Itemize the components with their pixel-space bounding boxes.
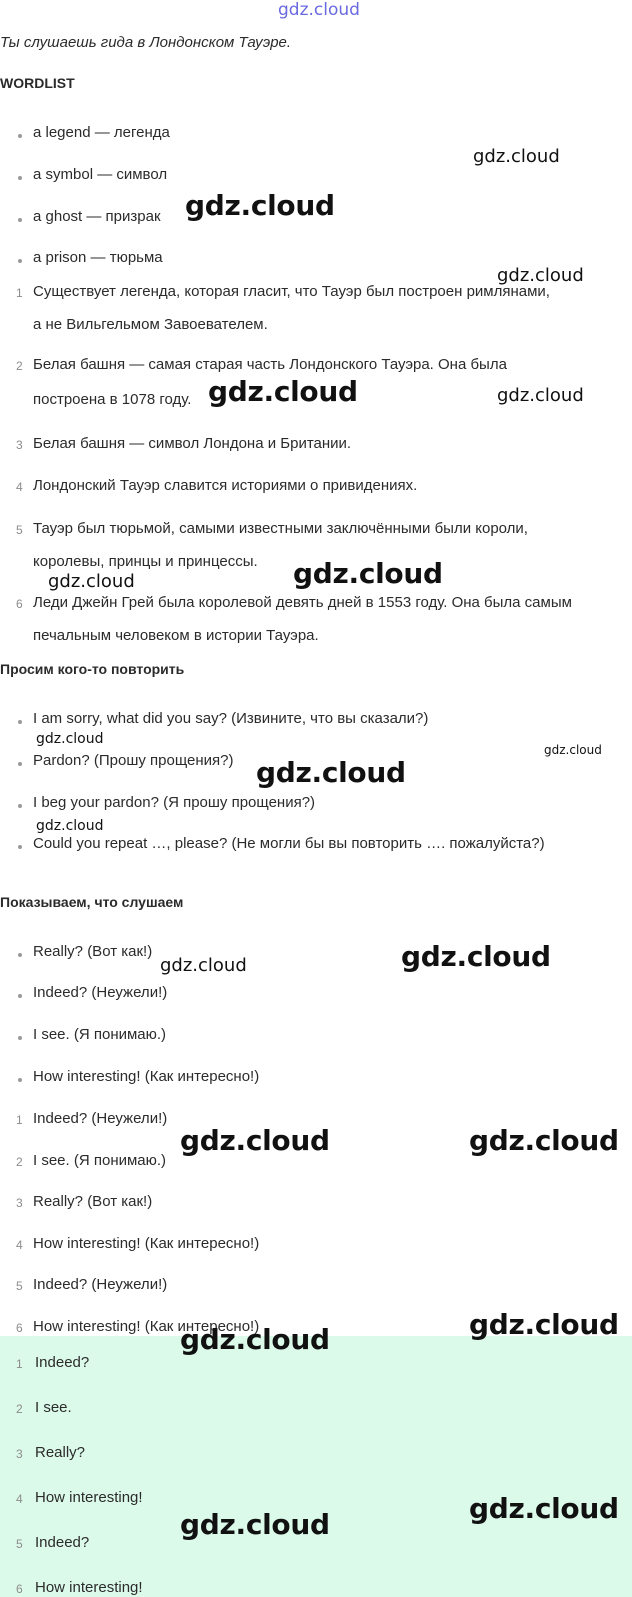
watermark: gdz.cloud (180, 1124, 330, 1157)
bullet (18, 1036, 22, 1040)
bullet (18, 804, 22, 808)
watermark: gdz.cloud (180, 1323, 330, 1356)
bullet (18, 1078, 22, 1082)
wordlist-heading: WORDLIST (0, 75, 75, 91)
phrase-item: How interesting! (Как интересно!) (33, 1068, 260, 1085)
statement-line: построена в 1078 году. (33, 391, 192, 408)
statement-line: Лондонский Тауэр славится историями о привидениях. (33, 477, 418, 494)
statement-number: 1 (16, 286, 23, 300)
answer-number: 3 (16, 1447, 23, 1461)
answer-number: 4 (16, 1492, 23, 1506)
watermark: gdz.cloud (401, 940, 551, 973)
watermark: gdz.cloud (256, 756, 406, 789)
exercise-item: Really? (Вот как!) (33, 1193, 153, 1210)
bullet (18, 176, 22, 180)
watermark: gdz.cloud (208, 375, 358, 408)
answer-item: How interesting! (35, 1489, 143, 1506)
statement-line: королевы, принцы и принцессы. (33, 553, 258, 570)
answer-item: Indeed? (35, 1534, 90, 1551)
exercise-number: 3 (16, 1196, 23, 1210)
statement-line: печальным человеком в истории Тауэра. (33, 627, 319, 644)
statement-number: 2 (16, 359, 23, 373)
statement-number: 3 (16, 438, 23, 452)
exercise-item: Indeed? (Неужели!) (33, 1110, 168, 1127)
statement-line: Тауэр был тюрьмой, самыми известными заключёнными были короли, (33, 520, 528, 537)
statement-line: а не Вильгельмом Завоевателем. (33, 316, 268, 333)
exercise-number: 4 (16, 1238, 23, 1252)
phrase-item: Really? (Вот как!) (33, 943, 153, 960)
answer-panel (0, 1336, 632, 1597)
phrase-item: Could you repeat …, please? (Не могли бы вы повторить …. пожалуйста?) (33, 835, 545, 852)
watermark: gdz.cloud (497, 385, 584, 406)
answer-item: Really? (35, 1444, 86, 1461)
bullet (18, 953, 22, 957)
watermark: gdz.cloud (497, 265, 584, 286)
watermark: gdz.cloud (293, 557, 443, 590)
intro-text: Ты слушаешь гида в Лондонском Тауэре. (0, 34, 292, 51)
phrase-item: I am sorry, what did you say? (Извините, что вы сказали?) (33, 710, 429, 727)
exercise-item: How interesting! (Как интересно!) (33, 1235, 260, 1252)
answer-item: How interesting! (35, 1579, 143, 1596)
statement-line: Леди Джейн Грей была королевой девять дней в 1553 году. Она была самым (33, 594, 572, 611)
repeat-heading: Просим кого-то повторить (0, 661, 185, 677)
bullet (18, 134, 22, 138)
phrase-item: I beg your pardon? (Я прошу прощения?) (33, 794, 316, 811)
watermark: gdz.cloud (469, 1124, 619, 1157)
exercise-number: 1 (16, 1113, 23, 1127)
watermark: gdz.cloud (36, 818, 104, 834)
answer-number: 1 (16, 1357, 23, 1371)
phrase-item: I see. (Я понимаю.) (33, 1026, 167, 1043)
statement-line: Белая башня — самая старая часть Лондонского Тауэра. Она была (33, 356, 507, 373)
bullet (18, 845, 22, 849)
answer-item: I see. (35, 1399, 72, 1416)
watermark: gdz.cloud (36, 731, 104, 747)
bullet (18, 259, 22, 263)
watermark: gdz.cloud (473, 146, 560, 167)
watermark-top: gdz.cloud (278, 0, 360, 20)
listening-heading: Показываем, что слушаем (0, 894, 184, 910)
statement-number: 5 (16, 523, 23, 537)
exercise-number: 5 (16, 1279, 23, 1293)
watermark: gdz.cloud (185, 189, 335, 222)
statement-line: Существует легенда, которая гласит, что Тауэр был построен римлянами, (33, 283, 550, 300)
statement-number: 6 (16, 597, 23, 611)
wordlist-item: a ghost — призрак (33, 208, 161, 225)
watermark: gdz.cloud (544, 743, 602, 757)
statement-line: Белая башня — символ Лондона и Британии. (33, 435, 352, 452)
bullet (18, 994, 22, 998)
answer-item: Indeed? (35, 1354, 90, 1371)
answer-number: 2 (16, 1402, 23, 1416)
watermark: gdz.cloud (180, 1508, 330, 1541)
bullet (18, 720, 22, 724)
wordlist-item: a prison — тюрьма (33, 249, 163, 266)
exercise-item: Indeed? (Неужели!) (33, 1276, 168, 1293)
bullet (18, 762, 22, 766)
bullet (18, 218, 22, 222)
phrase-item: Indeed? (Неужели!) (33, 984, 168, 1001)
exercise-number: 6 (16, 1321, 23, 1335)
exercise-item: I see. (Я понимаю.) (33, 1152, 167, 1169)
exercise-number: 2 (16, 1155, 23, 1169)
wordlist-item: a symbol — символ (33, 166, 168, 183)
statement-number: 4 (16, 480, 23, 494)
wordlist-item: a legend — легенда (33, 124, 170, 141)
watermark: gdz.cloud (48, 571, 135, 592)
phrase-item: Pardon? (Прошу прощения?) (33, 752, 234, 769)
answer-number: 6 (16, 1582, 23, 1596)
exercise-item: How interesting! (Как интересно!) (33, 1318, 260, 1335)
watermark: gdz.cloud (160, 955, 247, 976)
answer-number: 5 (16, 1537, 23, 1551)
watermark: gdz.cloud (469, 1308, 619, 1341)
watermark: gdz.cloud (469, 1492, 619, 1525)
